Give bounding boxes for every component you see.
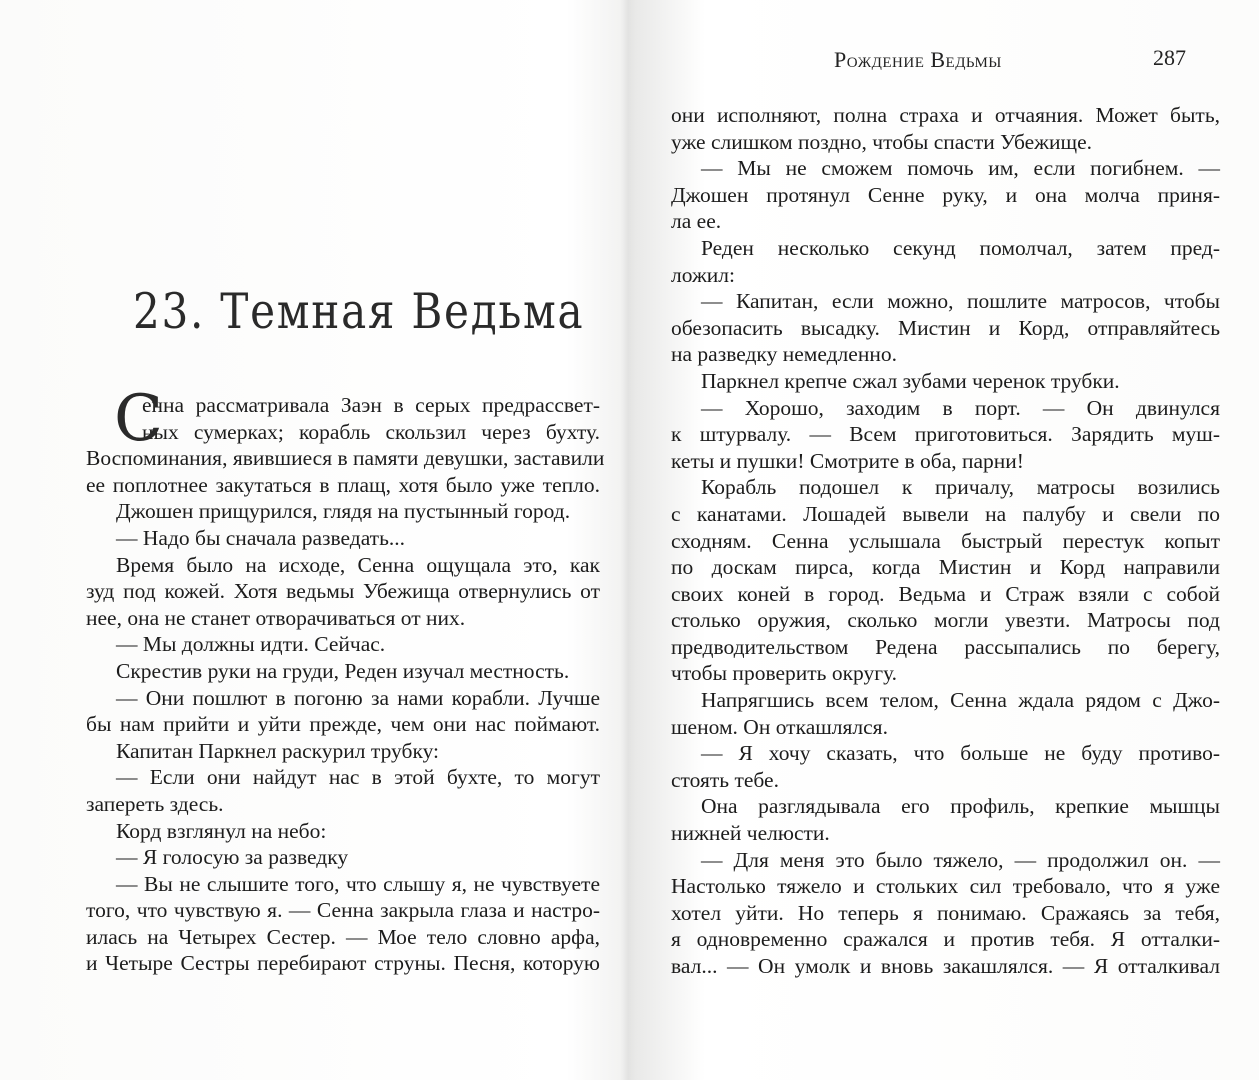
text-line: по доскам пирса, когда Мистин и Корд направили [671, 555, 1220, 580]
text-line: — Хорошо, заходим в порт. — Он двинулся [701, 395, 1220, 420]
text-line: ложил: [671, 262, 736, 287]
text-line: бы нам прийти и уйти прежде, чем они нас поймают. [86, 712, 600, 737]
text-line: илась на Четырех Сестер. — Мое тело словно арфа, [86, 924, 600, 949]
text-line: — Мы должны идти. Сейчас. [116, 632, 386, 657]
book-gutter [620, 0, 636, 1080]
text-line: Корабль подошел к причалу, матросы возились [701, 475, 1220, 500]
text-line: своих коней в город. Ведьма и Страж взяли с собой [671, 581, 1220, 606]
text-line: с канатами. Лошадей вывели на палубу и свели по [671, 501, 1220, 526]
text-line: хотел уйти. Но теперь я понимаю. Сражаясь за тебя, [671, 900, 1220, 925]
text-line: — Я голосую за разведку [116, 845, 349, 870]
right-page [636, 0, 1259, 1080]
text-line: кеты и пушки! Смотрите в оба, парни! [671, 448, 1024, 473]
text-line: Скрестив руки на груди, Реден изучал местность. [116, 658, 570, 683]
text-line: — Если они найдут нас в этой бухте, то могут [116, 765, 600, 790]
text-line: Джошен прищурился, глядя на пустынный город. [116, 499, 571, 524]
text-line: сходням. Сенна услышала быстрый перестук копыт [671, 528, 1220, 553]
text-line: — Вы не слышите того, что слышу я, не чувствуете [116, 871, 600, 896]
text-line: — Капитан, если можно, пошлите матросов, чтобы [701, 289, 1220, 314]
text-line: Корд взглянул на небо: [116, 818, 327, 843]
text-line: к штурвалу. — Всем приготовиться. Зарядить муш- [671, 422, 1220, 447]
text-line: — Мы не сможем помочь им, если погибнем. — [701, 156, 1220, 181]
text-line: вал... — Он умолк и вновь закашлялся. — Я отталкивал [671, 954, 1220, 978]
text-line: енна рассматривала Заэн в серых предрассвет- [142, 393, 600, 417]
text-line: на разведку немедленно. [671, 342, 897, 367]
right-page-text [671, 102, 1220, 980]
text-line: они исполняют, полна страха и отчаяния. Может быть, [671, 103, 1220, 127]
text-line: — Я хочу сказать, что больше не буду противо- [701, 741, 1220, 766]
text-line: — Они пошлют в погоню за нами корабли. Лучше [116, 685, 600, 710]
page-number: 287 [1153, 45, 1186, 70]
text-line: чтобы проверить округу. [671, 661, 898, 686]
text-line: стоять тебе. [671, 767, 779, 792]
drop-cap: С [114, 382, 163, 456]
text-line: нижней челюсти. [671, 821, 830, 846]
text-line: зуд под кожей. Хотя ведьмы Убежища отвернулись от [86, 579, 600, 604]
text-line: уже слишком поздно, чтобы спасти Убежище. [671, 129, 1093, 154]
text-line: ла ее. [671, 209, 722, 234]
text-line: того, что чувствую я. — Сенна закрыла глаза и настро- [86, 898, 600, 923]
chapter-title: 23. Темная Ведьма [133, 283, 585, 340]
text-line: Воспоминания, явившиеся в памяти девушки, заставили [86, 446, 605, 471]
left-page [0, 0, 620, 1080]
text-line: Джошен протянул Сенне руку, и она молча приня- [671, 182, 1220, 207]
text-line: — Для меня это было тяжело, — продолжил он. — [701, 847, 1220, 872]
text-line: столько оружия, сколько могли увезти. Матросы под [671, 608, 1220, 633]
text-line: шеном. Он откашлялся. [671, 714, 888, 739]
text-line: — Надо бы сначала разведать... [116, 525, 406, 550]
text-line: я одновременно сражался и против тебя. Я отталки- [671, 927, 1220, 952]
running-head: Рождение Ведьмы [834, 47, 1002, 72]
text-line: Реден несколько секунд помолчал, затем пред- [701, 235, 1220, 260]
text-line: ных сумерках; корабль скользил через бухту. [142, 419, 600, 444]
text-line: Настолько тяжело и стольких сил требовало, что я уже [671, 874, 1220, 899]
text-line: запереть здесь. [86, 791, 224, 816]
text-line: и Четыре Сестры перебирают струны. Песня, которую [86, 951, 600, 976]
text-line: предводительством Редена рассыпались по берегу, [671, 634, 1220, 659]
text-line: обезопасить высадку. Мистин и Корд, отправляйтесь [671, 315, 1220, 340]
text-line: Напрягшись всем телом, Сенна ждала рядом с Джо- [701, 688, 1220, 713]
text-line: Капитан Паркнел раскурил трубку: [116, 738, 440, 763]
text-line: нее, она не станет отворачиваться от них. [86, 605, 466, 630]
left-page-text [86, 382, 605, 977]
text-line: Паркнел крепче сжал зубами черенок трубки. [701, 368, 1120, 393]
text-line: Время было на исходе, Сенна ощущала это, как [116, 552, 600, 577]
text-line: Она разглядывала его профиль, крепкие мышцы [701, 794, 1220, 819]
text-line: ее поплотнее закутаться в плащ, хотя было уже тепло. [86, 472, 600, 497]
